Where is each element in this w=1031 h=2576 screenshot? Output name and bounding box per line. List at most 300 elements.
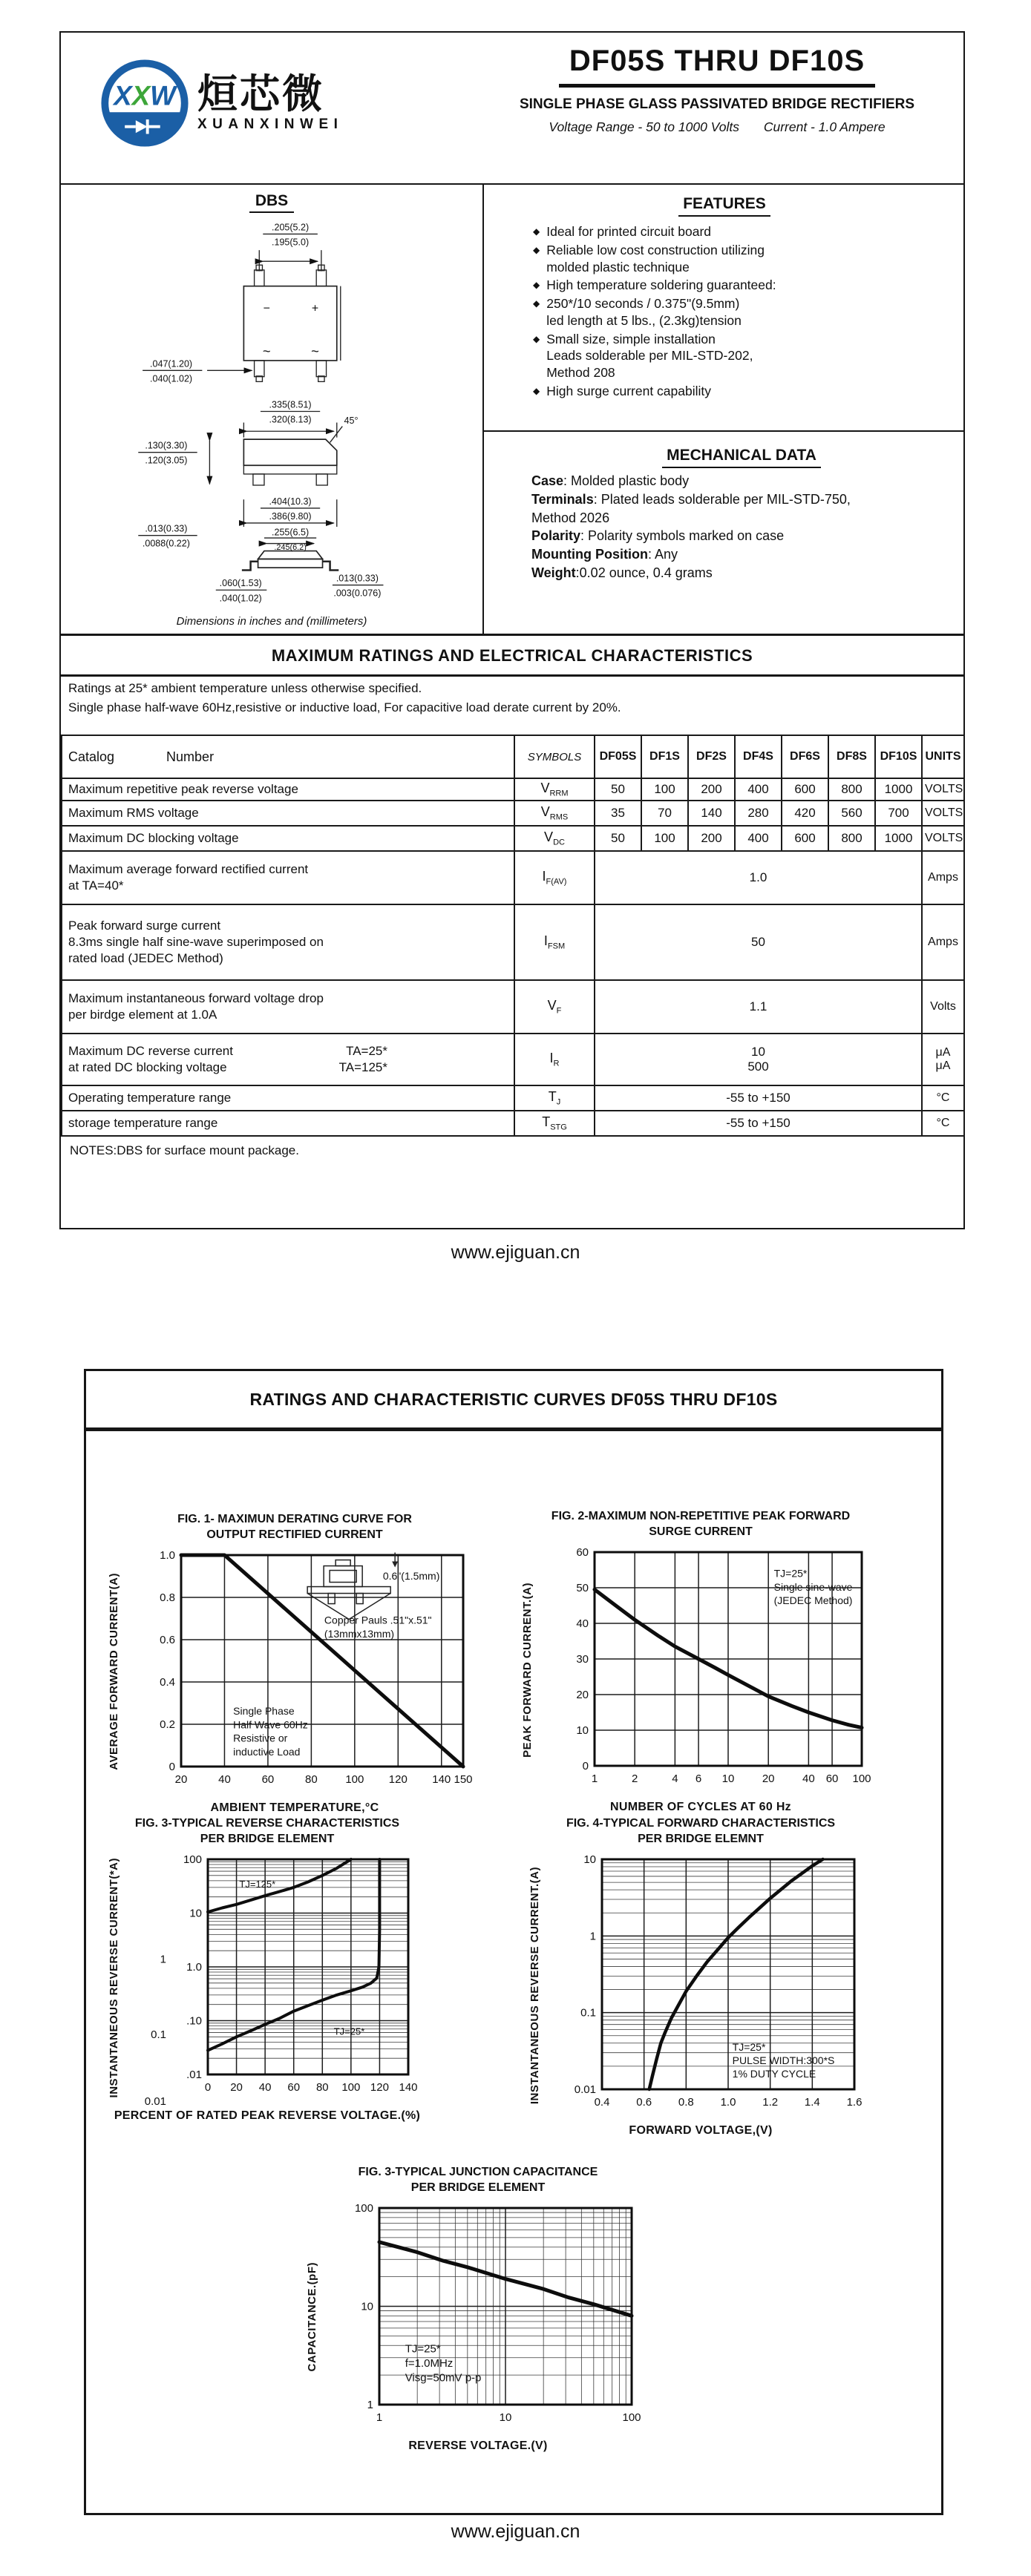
table-row [62,980,964,1034]
figure-title-line: PER BRIDGE ELEMENT [410,2181,546,2194]
datasheet-page-2 [84,1369,943,2515]
x-tick-label: 150 [454,1772,473,1786]
x-tick-label: 120 [370,2080,389,2094]
symbol-cell [514,778,595,801]
x-tick-label: 140 [399,2080,418,2094]
value-cell [595,1034,922,1085]
dim-label: .205(5.2) [272,222,310,233]
mechanical-value: : Molded plastic body [563,473,690,488]
dim-label: .320(8.13) [269,414,312,425]
mechanical-line [531,490,952,509]
col-header-units: UNITS [922,735,964,778]
fig4-plot [547,1849,874,2122]
value-cell: 600 [782,778,828,801]
mechanical-label: Mounting Position [531,547,648,562]
fig5-body [305,2198,651,2437]
value-cell: 1000 [875,778,922,801]
fig3-body [107,1849,428,2107]
fig4-ylabel [528,1849,541,2122]
parameter-line: Operating temperature range [68,1090,232,1105]
symbol-cell [514,980,595,1034]
mounting-inset-drawing [307,1552,398,1619]
symbol-subscript: RRM [549,789,569,798]
value-cell: 70 [641,801,688,826]
parameter-cell [62,904,514,980]
symbol-base: T [548,1089,557,1105]
fig3 [107,1816,428,2123]
parameter-line: at TA=40* [68,878,124,893]
feature-line: Reliable low cost construction utilizing [546,242,765,257]
value-line: 10 [751,1045,765,1059]
feature-item [533,223,947,240]
dimensions-caption: Dimensions in inches and (millimeters) [176,615,367,628]
feature-line: Method 208 [546,365,615,380]
value-cell: 1.0 [595,851,922,904]
symbol-subscript: RMS [549,812,569,822]
mechanical-value: :0.02 ounce, 0.4 grams [575,565,713,581]
figure-title-line: FIG. 2-MAXIMUM NON-REPETITIVE PEAK FORWARD [551,1510,851,1522]
feature-line: led length at 5 lbs., (2.3kg)tension [546,312,742,328]
company-name-cn: 烜芯微 [197,71,324,116]
parameter-cell [62,801,514,826]
parameter-cell [62,1034,514,1085]
dim-label: .404(10.3) [269,496,312,507]
annotation-text: TJ=125* [239,1878,276,1890]
col-header-device: DF2S [688,735,735,778]
figure-title-line: FIG. 3-TYPICAL REVERSE CHARACTERISTICS [134,1817,400,1830]
annotation-text: Single sine-wave [773,1580,853,1593]
annotation-text: Resistive or [233,1732,288,1744]
svg-text:XXW: XXW [114,80,176,111]
fig4 [528,1816,874,2138]
value-line: 500 [747,1059,769,1074]
symbol-subscript: DC [553,838,565,847]
fig1-title [107,1512,482,1543]
unit-cell: VOLTS [922,801,964,826]
y-axis-title: INSTANTANEOUS REVERSE CURRENT(*A) [108,1857,120,2098]
x-tick-label: 6 [695,1772,702,1785]
col-header-symbols: SYMBOLS [514,735,595,778]
fig2-ylabel [521,1542,534,1798]
y-axis-title: CAPACITANCE.(pF) [306,2262,318,2372]
dim-label: .013(0.33) [145,523,188,534]
feature-line: Leads solderable per MIL-STD-202, [546,348,753,364]
dim-label: .245(6.2) [274,542,307,552]
x-tick-label: 100 [345,1772,364,1786]
dim-label: .013(0.33) [336,573,379,584]
fig5-xlabel: REVERSE VOLTAGE.(V) [408,2439,548,2452]
symbol-subscript: F [556,1006,562,1016]
feature-line: 250*/10 seconds / 0.375"(9.5mm) [546,296,740,311]
y-tick-label: .10 [186,2014,202,2028]
annotation-text: PULSE WIDTH:300*S [732,2054,835,2066]
y-tick-label: 40 [576,1617,589,1630]
y-tick-label: 50 [576,1581,589,1594]
curves-banner: RATINGS AND CHARACTERISTIC CURVES DF05S THRU DF10S [86,1371,941,1431]
dim-label: .130(3.30) [145,440,188,451]
symbol-cell [514,904,595,980]
table-header-row [62,735,964,778]
dim-label: .255(6.5) [272,527,310,538]
xxw-logo-icon [99,58,190,148]
y-tick-label: .01 [186,2068,202,2081]
dim-label: .0088(0.22) [142,538,190,549]
fig2-plot [540,1542,881,1798]
x-tick-label: 1 [376,2411,383,2424]
fig4-title [528,1816,874,1847]
mechanical-value: : Plated leads solderable per MIL-STD-750, [593,491,851,507]
x-tick-label: 40 [802,1772,815,1785]
x-tick-label: 10 [721,1772,735,1785]
current-rating: Current - 1.0 Ampere [763,119,886,134]
value-cell: 140 [688,801,735,826]
fig3-ylabel [108,1849,120,2107]
ratings-table-wrap [61,735,963,1137]
y-tick-label: 100 [183,1853,202,1866]
y-tick-label: 1.0 [160,1548,175,1562]
value-cell: 50 [595,826,641,851]
y-tick-label: 0 [168,1760,175,1773]
x-tick-label: 80 [315,2080,329,2094]
mechanical-value: : Polarity symbols marked on case [580,528,785,544]
value-cell: 35 [595,801,641,826]
col-header-catalog-number [62,735,514,778]
feature-text [546,331,753,381]
value-cell: 280 [735,801,782,826]
dim-label: .195(5.0) [272,237,310,248]
y-tick-label: 1 [589,1929,596,1942]
symbol-base: I [542,869,546,884]
y-tick-label: 20 [576,1688,589,1701]
unit-cell [922,1034,964,1085]
parameter-line: Maximum repetitive peak reverse voltage [68,781,298,796]
x-tick-label: 1.2 [762,2095,779,2109]
right-column [484,183,965,634]
x-tick-label: 1.6 [846,2095,863,2109]
fig3-plot [126,1849,428,2107]
annotation-text: f=1.0MHz [405,2356,454,2370]
fig2-body [520,1542,881,1798]
y-tick-label: 0.6 [160,1633,175,1646]
mechanical-value: : Any [647,547,678,562]
dim-label: .335(8.51) [269,399,312,410]
symbol-base: T [542,1114,551,1130]
value-cell: 50 [595,778,641,801]
x-tick-label: 20 [230,2080,243,2094]
feature-item [533,383,947,400]
feature-text [546,223,711,240]
symbol-base: V [547,998,557,1013]
value-cell: 100 [641,826,688,851]
test-condition: TA=125* [338,1060,387,1074]
x-tick-label: 2 [632,1772,638,1785]
annotation-text: 1% DUTY CYCLE [732,2067,816,2080]
x-tick-label: 100 [341,2080,361,2094]
x-tick-label: 100 [852,1772,871,1785]
fig1-body [107,1545,482,1799]
parameter-cell [62,778,514,801]
fig5 [305,2165,651,2453]
y-tick-label: 60 [576,1545,589,1559]
package-name: DBS [61,192,482,210]
figure-title-line: FIG. 1- MAXIMUN DERATING CURVE FOR [177,1513,412,1525]
x-tick-label: 40 [218,1772,231,1786]
value-cell: 1000 [875,826,922,851]
parameter-line: Maximum average forward rectified current [68,861,309,876]
y-tick-label: 0.4 [160,1675,175,1689]
figure-title-line: FIG. 3-TYPICAL JUNCTION CAPACITANCE [358,2166,598,2178]
annotation-text: Single Phase [233,1704,295,1717]
part-number-title: DF05S THRU DF10S [559,45,875,88]
catalog-label: Catalog [68,749,115,764]
diamond-bullet-icon: ◆ [533,333,540,344]
features-section [484,195,965,400]
fig1-xlabel: AMBIENT TEMPERATURE,°C [210,1801,379,1814]
dim-label: .047(1.20) [150,358,193,369]
value-cell: 100 [641,778,688,801]
unit-cell: Amps [922,851,964,904]
parameter-line: storage temperature range [68,1115,218,1130]
x-tick-label: 140 [432,1772,451,1786]
feature-line: High surge current capability [546,383,712,398]
fig2-title [520,1509,881,1540]
parameter-cell [62,826,514,851]
parameter-line: Maximum RMS voltage [68,805,199,820]
fig3-xlabel: PERCENT OF RATED PEAK REVERSE VOLTAGE.(%) [114,2109,421,2122]
table-row [62,778,964,801]
package-outline-section [61,183,484,634]
feature-line: High temperature soldering guaranteed: [546,277,776,293]
annotation-text: (JEDEC Method) [773,1594,853,1606]
unit-cell: °C [922,1111,964,1136]
x-tick-label: 40 [258,2080,272,2094]
dim-label: .040(1.02) [150,373,193,384]
unit-cell: VOLTS [922,826,964,851]
annotation-text: Visg=50mV p-p [405,2371,482,2385]
y-tick-label: 100 [354,2201,373,2215]
symbol-base: V [544,829,554,845]
table-row [62,801,964,826]
x-tick-label: 1.4 [804,2095,820,2109]
figure-title-line: PER BRIDGE ELEMNT [638,1832,764,1845]
footnotes: NOTES:DBS for surface mount package. [70,1143,299,1157]
fig3-series-TJ-125 [208,1859,351,1912]
range-line [475,119,959,135]
annotation-text: (13mmx13mm) [324,1627,395,1640]
symbol-cell [514,1085,595,1111]
x-tick-label: 4 [672,1772,678,1785]
table-row [62,1085,964,1111]
annotation-text: TJ=25* [732,2040,766,2053]
x-tick-label: 0 [204,2080,212,2094]
unit-cell: VOLTS [922,778,964,801]
mechanical-label: Case [531,473,564,488]
y-tick-label: 0.01 [574,2083,596,2096]
value-cell: 1.1 [595,980,922,1034]
mechanical-lines [531,472,952,582]
value-cell: 700 [875,801,922,826]
symbol-base: V [540,804,550,820]
table-row [62,826,964,851]
symbol-base: I [549,1051,554,1066]
table-row [62,1111,964,1136]
test-condition: TA=25* [346,1043,387,1058]
y-axis-title: PEAK FORWARD CURRENT.(A) [521,1582,534,1758]
fig5-title [305,2165,651,2196]
mechanical-value: Method 2026 [531,510,610,525]
fig2 [520,1509,881,1814]
mechanical-data-section [484,430,965,582]
datasheet-page-1 [59,31,965,1229]
mechanical-line [531,564,952,582]
symbol-cell [514,1111,595,1136]
value-cell: -55 to +150 [595,1085,922,1111]
x-tick-label: 60 [261,1772,275,1786]
fig5-ylabel [306,2198,318,2437]
x-tick-label: 1.0 [720,2095,736,2109]
fig5-plot [324,2198,651,2437]
diamond-bullet-icon: ◆ [533,298,540,309]
subtitle: SINGLE PHASE GLASS PASSIVATED BRIDGE RECTIFIERS [519,96,915,112]
x-tick-label: 20 [762,1772,775,1785]
y-tick-label: 1 [367,2398,373,2411]
fig3-title [107,1816,428,1847]
ratings-table [61,735,965,1137]
feature-text [546,277,776,294]
polarity-plus: + [311,302,319,315]
table-row [62,904,964,980]
ratings-banner: MAXIMUM RATINGS AND ELECTRICAL CHARACTERISTICS [61,634,963,677]
annotation-text: TJ=25* [773,1567,808,1580]
value-cell: 50 [595,904,922,980]
parameter-line: Maximum DC blocking voltage [68,830,239,845]
y-tick-label: 0.2 [160,1718,175,1731]
figure-title-line: PER BRIDGE ELEMENT [200,1832,335,1845]
unit-cell: Volts [922,980,964,1034]
mechanical-line [531,527,952,545]
parameter-cell [62,851,514,904]
annotation-text: 0.6"(1.5mm) [382,1569,440,1582]
ratings-conditions [61,674,963,721]
col-header-device: DF10S [875,735,922,778]
parameter-line: per birdge element at 1.0A [68,1008,217,1022]
value-cell: 600 [782,826,828,851]
voltage-range: Voltage Range - 50 to 1000 Volts [549,119,739,134]
symbol-subscript: R [553,1059,560,1068]
header [61,33,963,185]
x-tick-label: 10 [499,2411,512,2424]
feature-line: Ideal for printed circuit board [546,224,712,239]
col-header-device: DF6S [782,735,828,778]
col-header-device: DF4S [735,735,782,778]
annotation-text: TJ=25* [333,2025,365,2037]
value-cell: 200 [688,778,735,801]
diamond-bullet-icon: ◆ [533,280,540,291]
website-url: www.ejiguan.cn [451,2521,580,2542]
feature-text [546,295,742,329]
value-cell: -55 to +150 [595,1111,922,1136]
x-tick-label: 60 [825,1772,839,1785]
x-tick-label: 0.6 [636,2095,652,2109]
value-cell: 400 [735,826,782,851]
symbol-subscript: STG [550,1123,567,1132]
parameter-line: 8.3ms single half sine-wave superimposed on [68,934,324,949]
annotation-text: Copper Pauls .51"x.51" [324,1614,432,1626]
feature-item [533,295,947,329]
unit-cell: °C [922,1085,964,1111]
parameter-line: Maximum instantaneous forward voltage drop [68,990,324,1005]
mechanical-heading: MECHANICAL DATA [531,447,952,464]
value-cell: 420 [782,801,828,826]
ratings-note-1: Ratings at 25* ambient temperature unless otherwise specified. [68,681,422,695]
x-tick-label: 0.4 [594,2095,610,2109]
symbol-cell [514,851,595,904]
y-tick-label: 0.1 [580,2006,596,2020]
x-tick-label: 20 [174,1772,188,1786]
x-tick-label: 120 [388,1772,408,1786]
table-row [62,851,964,904]
diamond-bullet-icon: ◆ [533,385,540,396]
mechanical-label: Terminals [531,491,594,507]
fig4-body [528,1849,874,2122]
unit-line: μA [935,1046,951,1059]
col-header-device: DF1S [641,735,688,778]
parameter-line: rated load (JEDEC Method) [68,951,223,966]
fig1-ylabel [108,1545,120,1799]
dim-label: .003(0.076) [333,588,382,599]
symbol-subscript: F(AV) [546,877,567,887]
x-tick-label: 80 [305,1772,318,1786]
annotation-text: inductive Load [233,1745,301,1758]
diamond-bullet-icon: ◆ [533,226,540,237]
title-block [475,45,959,135]
annotation-text: Half Wave 60Hz [233,1718,308,1730]
y-outer-tick-label: 0.1 [151,2028,166,2041]
features-list [484,220,965,400]
y-tick-label: 10 [189,1907,202,1920]
mechanical-label: Polarity [531,528,581,544]
y-axis-title: INSTANTANEOUS REVERSE CURRENT.(A) [528,1866,541,2104]
dbs-package-drawing [104,213,439,610]
figure-title-line: FIG. 4-TYPICAL FORWARD CHARACTERISTICS [566,1817,836,1830]
annotation-text: TJ=25* [405,2342,441,2356]
parameter-line [68,1043,387,1059]
y-tick-label: 1.0 [186,1960,202,1974]
symbol-cell [514,826,595,851]
x-tick-label: 1 [591,1772,598,1785]
y-tick-label: 10 [583,1853,596,1866]
symbol-base: I [543,933,548,949]
fig1 [107,1512,482,1815]
y-outer-tick-label: 1 [160,1952,166,1965]
fig2-xlabel: NUMBER OF CYCLES AT 60 Hz [610,1800,791,1813]
symbol-cell [514,801,595,826]
parameter-text: at rated DC blocking voltage [68,1060,227,1074]
figure-title-line: SURGE CURRENT [649,1525,753,1538]
value-cell: 560 [828,801,875,826]
ratings-note-2: Single phase half-wave 60Hz,resistive or inductive load, For capacitive load derate current by 20%. [68,700,621,714]
parameter-line: Peak forward surge current [68,918,221,933]
y-axis-title: AVERAGE FORWARD CURRENT(A) [108,1573,120,1770]
y-tick-label: 0.8 [160,1591,175,1604]
symbol-cell [514,1034,595,1085]
fig4-xlabel: FORWARD VOLTAGE,(V) [629,2123,773,2137]
company-logo [99,58,343,148]
value-cell: 800 [828,778,875,801]
unit-line: μA [935,1059,951,1072]
parameter-cell [62,1111,514,1136]
parameter-cell [62,980,514,1034]
